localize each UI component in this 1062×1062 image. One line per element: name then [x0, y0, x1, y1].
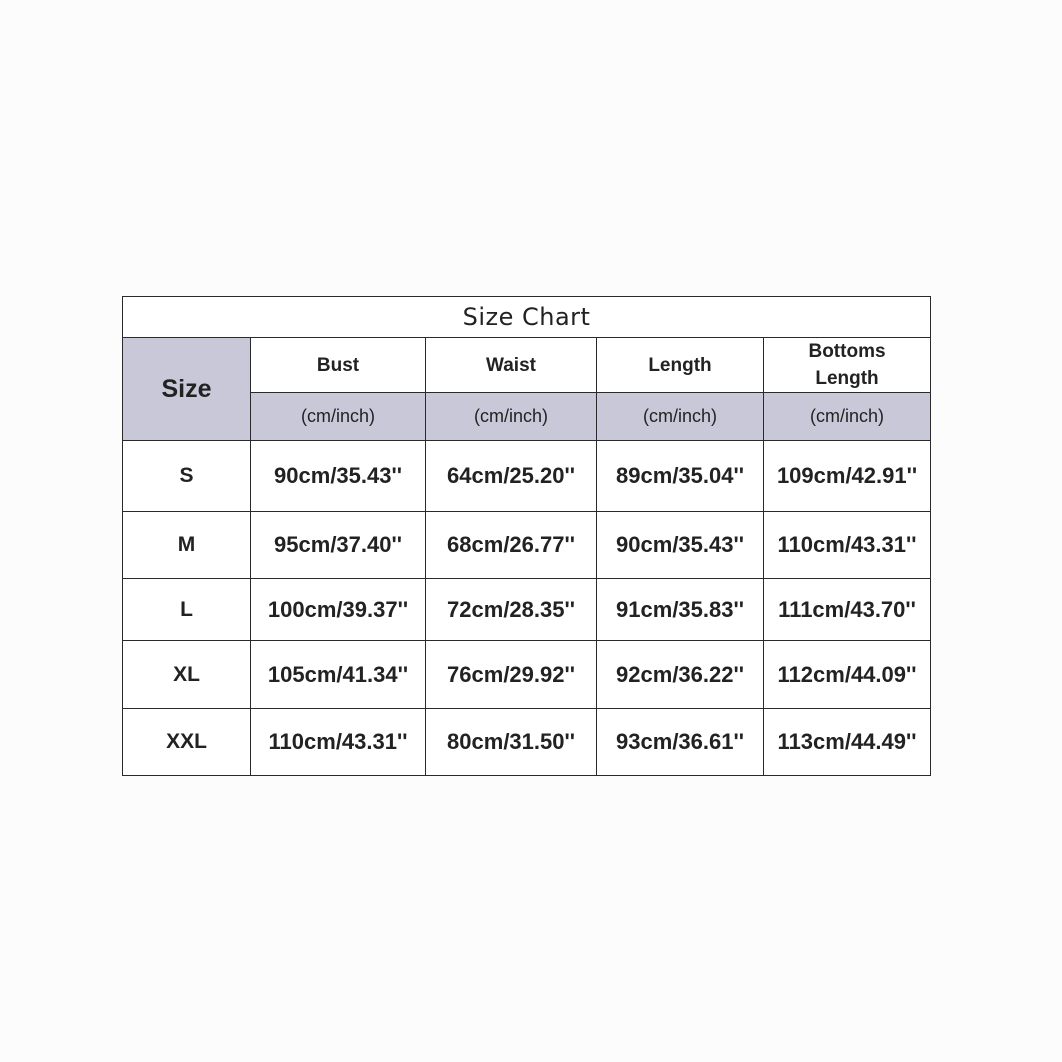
- size-chart: [122, 296, 930, 776]
- column-header-length: Length: [597, 338, 764, 393]
- column-header-bottoms-length: [764, 338, 931, 393]
- waist-value: 80cm/31.50'': [426, 709, 597, 776]
- size-label: XXL: [123, 709, 251, 776]
- size-label: L: [123, 579, 251, 641]
- length-value: 89cm/35.04'': [597, 441, 764, 512]
- table-row: [123, 512, 931, 579]
- waist-value: 76cm/29.92'': [426, 641, 597, 709]
- unit-label-waist: (cm/inch): [426, 393, 597, 441]
- bottoms-length-value: 111cm/43.70'': [764, 579, 931, 641]
- length-value: 91cm/35.83'': [597, 579, 764, 641]
- bottoms-length-value: 110cm/43.31'': [764, 512, 931, 579]
- size-label: XL: [123, 641, 251, 709]
- chart-title: Size Chart: [123, 297, 931, 338]
- waist-value: 72cm/28.35'': [426, 579, 597, 641]
- size-column-header: Size: [123, 338, 251, 441]
- bust-value: 100cm/39.37'': [251, 579, 426, 641]
- waist-value: 68cm/26.77'': [426, 512, 597, 579]
- bottoms-length-value: 109cm/42.91'': [764, 441, 931, 512]
- waist-value: 64cm/25.20'': [426, 441, 597, 512]
- table-row: [123, 709, 931, 776]
- length-value: 92cm/36.22'': [597, 641, 764, 709]
- bust-value: 95cm/37.40'': [251, 512, 426, 579]
- bust-value: 90cm/35.43'': [251, 441, 426, 512]
- size-label: M: [123, 512, 251, 579]
- size-chart-table: [122, 296, 931, 776]
- size-label: S: [123, 441, 251, 512]
- column-header-bust: Bust: [251, 338, 426, 393]
- length-value: 93cm/36.61'': [597, 709, 764, 776]
- title-row: [123, 297, 931, 338]
- table-row: [123, 441, 931, 512]
- bottoms-length-label: Bottoms Length: [808, 341, 886, 389]
- bottoms-length-value: 113cm/44.49'': [764, 709, 931, 776]
- bottoms-length-value: 112cm/44.09'': [764, 641, 931, 709]
- length-value: 90cm/35.43'': [597, 512, 764, 579]
- unit-label-length: (cm/inch): [597, 393, 764, 441]
- table-row: [123, 579, 931, 641]
- unit-label-bottoms-length: (cm/inch): [764, 393, 931, 441]
- bust-value: 105cm/41.34'': [251, 641, 426, 709]
- bust-value: 110cm/43.31'': [251, 709, 426, 776]
- header-row: [123, 338, 931, 393]
- table-row: [123, 641, 931, 709]
- column-header-waist: Waist: [426, 338, 597, 393]
- unit-label-bust: (cm/inch): [251, 393, 426, 441]
